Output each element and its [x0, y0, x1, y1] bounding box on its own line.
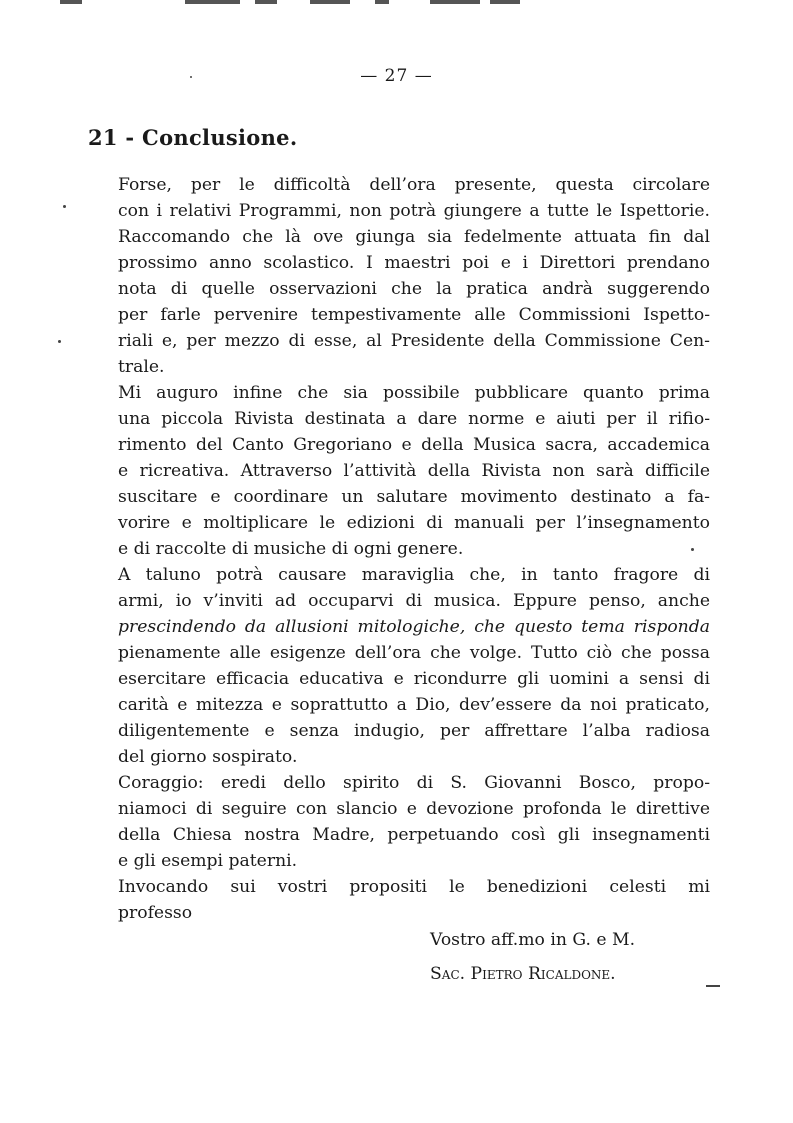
text-line: esercitare efficacia educativa e ricondurre gli uomini a sensi di: [118, 669, 710, 689]
paragraph-1: [88, 172, 710, 380]
body-text: [88, 172, 710, 926]
text-line: per farle pervenire tempestivamente alle Commissioni Ispetto-: [118, 305, 710, 325]
text-line: e ricreativa. Attraverso l’attività della Rivista non sarà difficile: [118, 461, 710, 481]
text-line: professo: [118, 903, 193, 923]
paragraph-2: [88, 380, 710, 562]
text-line: con i relativi Programmi, non potrà giungere a tutte le Ispettorie.: [118, 201, 710, 221]
scan-speck: [190, 76, 192, 78]
text-line: carità e mitezza e soprattutto a Dio, dev’essere da noi praticato,: [118, 695, 710, 715]
text-line: riali e, per mezzo di esse, al Presidente della Commissione Cen-: [118, 331, 710, 351]
text-line: suscitare e coordinare un salutare movimento destinato a fa-: [118, 487, 710, 507]
signature-closing: Vostro aff.mo in G. e M.: [430, 930, 636, 950]
text-line: rimento del Canto Gregoriano e della Musica sacra, accademica: [118, 435, 710, 455]
text-line: prescindendo da allusioni mitologiche, che questo tema risponda: [118, 617, 710, 637]
paragraph-3: [88, 562, 710, 770]
section-heading: 21 - Conclusione.: [88, 125, 298, 150]
text-line: Invocando sui vostri propositi le benedizioni celesti mi: [118, 877, 710, 897]
text-line: della Chiesa nostra Madre, perpetuando così gli insegnamenti: [118, 825, 710, 845]
text-line: trale.: [118, 357, 165, 377]
text-line: del giorno sospirato.: [118, 747, 298, 767]
text-line: diligentemente e senza indugio, per affrettare l’alba radiosa: [118, 721, 710, 741]
text-line: pienamente alle esigenze dell’ora che volge. Tutto ciò che possa: [118, 643, 710, 663]
signature-name: Sac. Pietro Ricaldone.: [430, 964, 616, 984]
text-line: armi, io v’inviti ad occuparvi di musica. Eppure penso, anche: [118, 591, 710, 611]
text-line: nota di quelle osservazioni che la pratica andrà suggerendo: [118, 279, 710, 299]
scan-speck: [706, 985, 720, 987]
text-line: e di raccolte di musiche di ogni genere.: [118, 539, 464, 559]
text-line: Mi auguro infine che sia possibile pubblicare quanto prima: [118, 383, 710, 403]
text-line: e gli esempi paterni.: [118, 851, 298, 871]
text-line: Coraggio: eredi dello spirito di S. Giovanni Bosco, propo-: [118, 773, 710, 793]
text-line: niamoci di seguire con slancio e devozione profonda le direttive: [118, 799, 710, 819]
paragraph-5: [88, 874, 710, 926]
scan-speck: [58, 340, 61, 343]
scan-speck: [691, 548, 694, 551]
text-line: Raccomando che là ove giunga sia fedelmente attuata fin dal: [118, 227, 710, 247]
text-line: una piccola Rivista destinata a dare norme e aiuti per il rifio-: [118, 409, 710, 429]
text-line: A taluno potrà causare maraviglia che, in tanto fragore di: [118, 565, 710, 585]
top-scan-marks: [0, 0, 793, 6]
paragraph-4: [88, 770, 710, 874]
text-line: prossimo anno scolastico. I maestri poi e i Direttori prendano: [118, 253, 710, 273]
page-number: — 27 —: [360, 66, 433, 86]
text-line: vorire e moltiplicare le edizioni di manuali per l’insegnamento: [118, 513, 710, 533]
text-line: Forse, per le difficoltà dell’ora presente, questa circolare: [118, 175, 710, 195]
scan-speck: [63, 205, 66, 208]
